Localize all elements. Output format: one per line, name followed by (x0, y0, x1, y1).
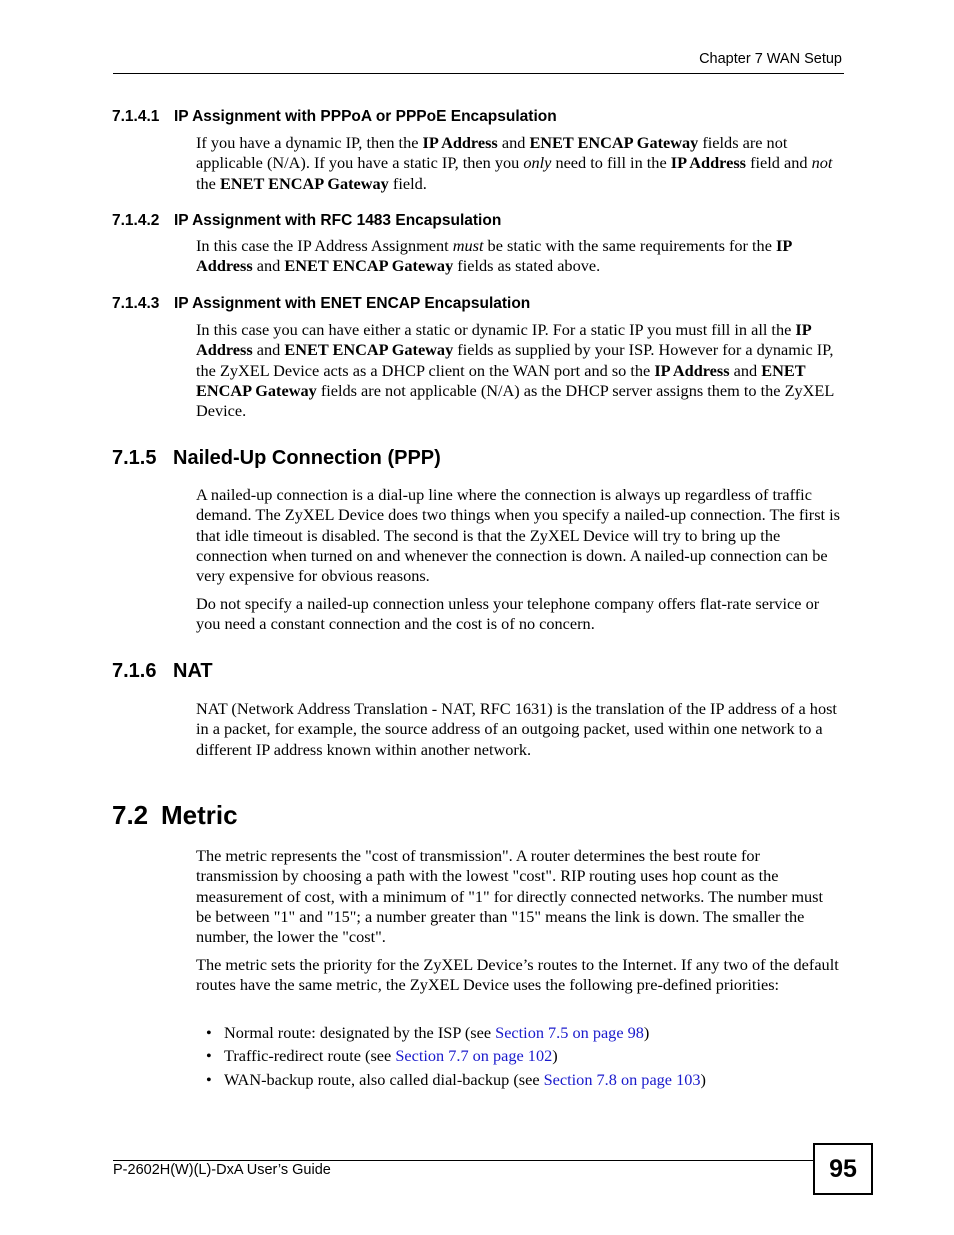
text-run: In this case you can have either a static or dynamic IP. For a static IP you must fill in all the (196, 320, 796, 339)
footer-guide-title: P-2602H(W)(L)-DxA User’s Guide (113, 1162, 331, 1178)
list-item-text: WAN-backup route, also called dial-backup (see (224, 1069, 544, 1089)
bullet-icon: • (206, 1069, 212, 1089)
footer-rule (113, 1160, 813, 1161)
text-run: If you have a dynamic IP, then the (196, 133, 423, 152)
paragraph-7-2-b: The metric sets the priority for the ZyXEL Device’s routes to the Internet. If any two of the default routes have the same metric, the ZyXEL Device uses the following pre-defined priorities: (196, 955, 839, 995)
italic-term: must (452, 236, 484, 255)
text-run: the (196, 173, 220, 193)
section-number: 7.1.5 (112, 447, 157, 469)
text-run: and (497, 133, 530, 152)
bold-term: IP Address (196, 320, 811, 360)
text-run: fields are not applicable (N/A). If you have a static IP, then you (196, 133, 788, 173)
section-number: 7.1.4.2 (112, 212, 160, 229)
page-number: 95 (813, 1143, 873, 1195)
section-title: IP Assignment with PPPoA or PPPoE Encapsulation (174, 108, 557, 125)
bold-term: IP Address (654, 360, 730, 380)
paragraph-7-1-4-1 (196, 133, 842, 194)
text-run: and (252, 340, 285, 360)
text-run: field. (388, 173, 427, 193)
section-number: 7.2 (112, 800, 149, 830)
paragraph-7-1-6: NAT (Network Address Translation - NAT, RFC 1631) is the translation of the IP address of a host in a packet, for example, the source address of an outgoing packet, used within one network to a different IP address known within another network. (196, 699, 837, 759)
paragraph-7-1-4-3 (196, 320, 842, 421)
bold-term: ENET ENCAP Gateway (219, 173, 389, 193)
text-run: fields as supplied by your ISP. However for a dynamic IP, the ZyXEL Device acts as a DHCP client on the WAN port and so the (196, 340, 834, 380)
section-title: IP Assignment with RFC 1483 Encapsulation (174, 212, 502, 229)
italic-term: only (523, 153, 552, 173)
section-title: Nailed-Up Connection (PPP) (173, 447, 441, 469)
text-run: and (252, 256, 285, 276)
text-run: need to fill in the (551, 153, 671, 173)
heading-7-1-4-1 (112, 108, 557, 126)
list-item-text: Traffic-redirect route (see (224, 1046, 396, 1066)
section-link[interactable]: Section 7.8 on page 103 (543, 1069, 701, 1089)
bold-term: IP Address (670, 153, 747, 173)
paragraph-7-1-4-2 (196, 236, 842, 277)
section-number: 7.1.4.1 (112, 108, 160, 125)
bullet-icon: • (206, 1046, 212, 1066)
bold-term: ENET ENCAP Gateway (284, 256, 454, 276)
bold-term: IP Address (422, 133, 498, 152)
list-item (196, 1070, 842, 1093)
running-header: Chapter 7 WAN Setup (699, 51, 842, 67)
section-title: IP Assignment with ENET ENCAP Encapsulation (174, 295, 531, 312)
heading-7-1-4-2 (112, 212, 501, 230)
list-item (196, 1023, 842, 1046)
bold-term: IP Address (196, 236, 792, 276)
paragraph-7-1-5-b: Do not specify a nailed-up connection unless your telephone company offers flat-rate service or you need a constant connection and the cost is of no concern. (196, 594, 820, 634)
bold-term: ENET ENCAP Gateway (196, 360, 806, 400)
list-item-text: ) (552, 1046, 558, 1066)
bold-term: ENET ENCAP Gateway (529, 133, 699, 152)
heading-7-2 (112, 800, 238, 831)
text-run: and (729, 360, 762, 380)
heading-7-1-4-3 (112, 295, 530, 313)
list-item-text: Normal route: designated by the ISP (see (224, 1023, 496, 1042)
text-run: In this case the IP Address Assignment (196, 236, 453, 255)
bold-term: ENET ENCAP Gateway (284, 340, 454, 360)
paragraph-7-1-5-a: A nailed-up connection is a dial-up line where the connection is always up regardless of traffic demand. The ZyXEL Device does two things when you specify a nailed-up connection. The first is that idle timeout is disabled. The second is that the ZyXEL Device will try to bring up the connection when turned on and whenever the connection is down. A nailed-up connection can be very expensive for obvious reasons. (196, 485, 840, 586)
text-run: fields as stated above. (453, 256, 601, 276)
heading-7-1-6 (112, 660, 213, 683)
text-run: fields are not applicable (N/A) as the DHCP server assigns them to the ZyXEL Device. (196, 380, 834, 421)
section-number: 7.1.4.3 (112, 295, 160, 312)
priority-list (196, 1023, 842, 1093)
section-title: NAT (173, 660, 213, 682)
section-number: 7.1.6 (112, 660, 157, 682)
text-run: be static with the same requirements for the (483, 236, 776, 255)
heading-7-1-5 (112, 447, 441, 470)
list-item-text: ) (700, 1069, 706, 1089)
section-link[interactable]: Section 7.7 on page 102 (395, 1046, 553, 1066)
text-run: field and (746, 153, 812, 173)
bullet-icon: • (206, 1023, 212, 1042)
list-item (196, 1046, 842, 1069)
section-link[interactable]: Section 7.5 on page 98 (495, 1023, 644, 1042)
list-item-text: ) (643, 1023, 650, 1042)
header-rule (113, 73, 844, 74)
italic-term: not (811, 153, 833, 173)
paragraph-7-2-a: The metric represents the "cost of transmission". A router determines the best route for transmission by choosing a path with the lowest "cost". RIP routing uses hop count as the measurement of cost, with a minimum of "1" for directly connected networks. The number must be between "1" and "15"; a number greater than "15" means the link is down. The smaller the number, the lower the "cost". (196, 846, 824, 947)
section-title: Metric (161, 800, 238, 830)
